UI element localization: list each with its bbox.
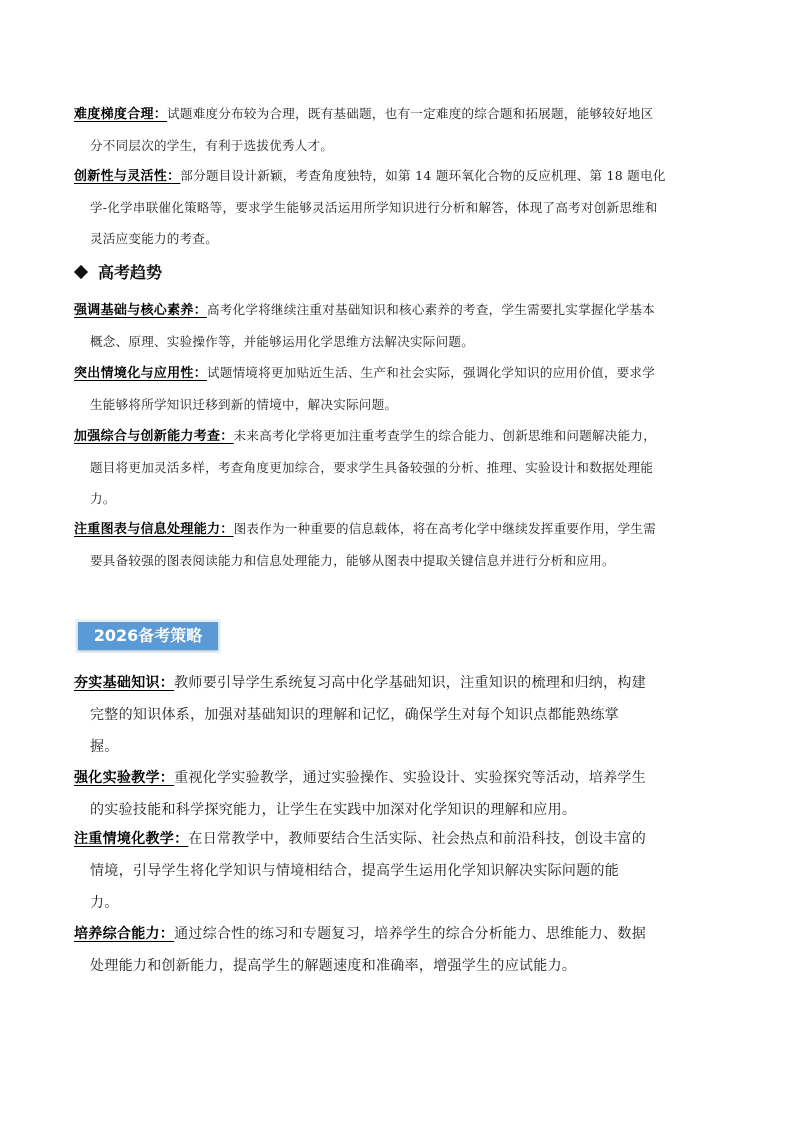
paragraph-continuation: 处理能力和创新能力，提高学生的解题速度和准确率，增强学生的应试能力。 <box>90 958 577 974</box>
section-heading-trends <box>74 258 162 288</box>
term-label: 突出情境化与应用性： <box>74 366 208 381</box>
term-label: 注重图表与信息处理能力： <box>74 522 234 537</box>
term-label: 强调基础与核心素养： <box>74 303 208 318</box>
paragraph-text: 重视化学实验教学，通过实验操作、实验设计、实验探究等活动，培养学生 <box>174 770 647 786</box>
paragraph-text: 教师要引导学生系统复习高中化学基础知识，注重知识的梳理和归纳，构建 <box>174 675 647 691</box>
paragraph-text: 未来高考化学将更加注重考查学生的综合能力、创新思维和问题解决能力， <box>233 428 657 443</box>
term-label: 强化实验教学： <box>74 770 175 786</box>
trend-paragraph <box>74 513 734 576</box>
strategy-paragraph <box>74 823 724 919</box>
paragraph-continuation: 握。 <box>90 739 119 755</box>
trend-paragraph <box>74 357 734 420</box>
paragraph-continuation: 力。 <box>90 491 116 506</box>
paragraph-text: 部分题目设计新颖，考查角度独特，如第 14 题环氧化合物的反应机理、第 18 题电化 <box>180 168 666 183</box>
paragraph-text: 图表作为一种重要的信息载体，将在高考化学中继续发挥重要作用，学生需 <box>233 521 657 536</box>
paragraph-continuation: 概念、原理、实验操作等，并能够运用化学思维方法解决实际问题。 <box>90 334 475 349</box>
term-label: 注重情境化教学： <box>74 831 189 847</box>
feature-paragraph <box>74 98 734 161</box>
section-heading-text: 高考趋势 <box>98 263 163 282</box>
term-label: 夯实基础知识： <box>74 675 175 691</box>
feature-paragraph <box>74 160 734 254</box>
paragraph-continuation: 的实验技能和科学探究能力，让学生在实践中加深对化学知识的理解和应用。 <box>90 802 577 818</box>
term-label: 创新性与灵活性： <box>74 169 181 184</box>
diamond-bullet-icon <box>74 265 88 279</box>
strategy-paragraph <box>74 667 724 763</box>
section-banner-strategy <box>75 619 221 653</box>
paragraph-continuation: 学-化学串联催化策略等，要求学生能够灵活运用所学知识进行分析和解答，体现了高考对创新思维和 <box>90 200 658 215</box>
paragraph-continuation: 分不同层次的学生，有利于选拔优秀人才。 <box>90 138 334 153</box>
paragraph-text: 试题难度分布较为合理，既有基础题，也有一定难度的综合题和拓展题，能够较好地区 <box>167 106 654 121</box>
term-label: 培养综合能力： <box>74 926 175 942</box>
section-banner-label: 2026备考策略 <box>78 622 218 650</box>
paragraph-continuation: 完整的知识体系，加强对基础知识的理解和记忆，确保学生对每个知识点都能熟练掌 <box>90 707 620 723</box>
paragraph-continuation: 灵活应变能力的考查。 <box>90 231 219 246</box>
paragraph-continuation: 情境，引导学生将化学知识与情境相结合，提高学生运用化学知识解决实际问题的能 <box>90 863 620 879</box>
trend-paragraph <box>74 294 734 357</box>
paragraph-text: 试题情境将更加贴近生活、生产和社会实际，强调化学知识的应用价值，要求学 <box>207 365 656 380</box>
paragraph-continuation: 力。 <box>90 895 119 911</box>
paragraph-continuation: 题目将更加灵活多样，考查角度更加综合，要求学生具备较强的分析、推理、实验设计和数据处理能 <box>90 460 654 475</box>
paragraph-text: 通过综合性的练习和专题复习，培养学生的综合分析能力、思维能力、数据 <box>174 926 647 942</box>
trend-paragraph <box>74 420 734 514</box>
strategy-paragraph <box>74 762 724 826</box>
paragraph-text: 高考化学将继续注重对基础知识和核心素养的考查，学生需要扎实掌握化学基本 <box>207 302 656 317</box>
term-label: 加强综合与创新能力考查： <box>74 429 234 444</box>
strategy-paragraph <box>74 918 724 982</box>
term-label: 难度梯度合理： <box>74 107 168 122</box>
paragraph-text: 在日常教学中，教师要结合生活实际、社会热点和前沿科技，创设丰富的 <box>188 831 647 847</box>
paragraph-continuation: 要具备较强的图表阅读能力和信息处理能力，能够从图表中提取关键信息并进行分析和应用。 <box>90 553 615 568</box>
paragraph-continuation: 生能够将所学知识迁移到新的情境中，解决实际问题。 <box>90 397 398 412</box>
